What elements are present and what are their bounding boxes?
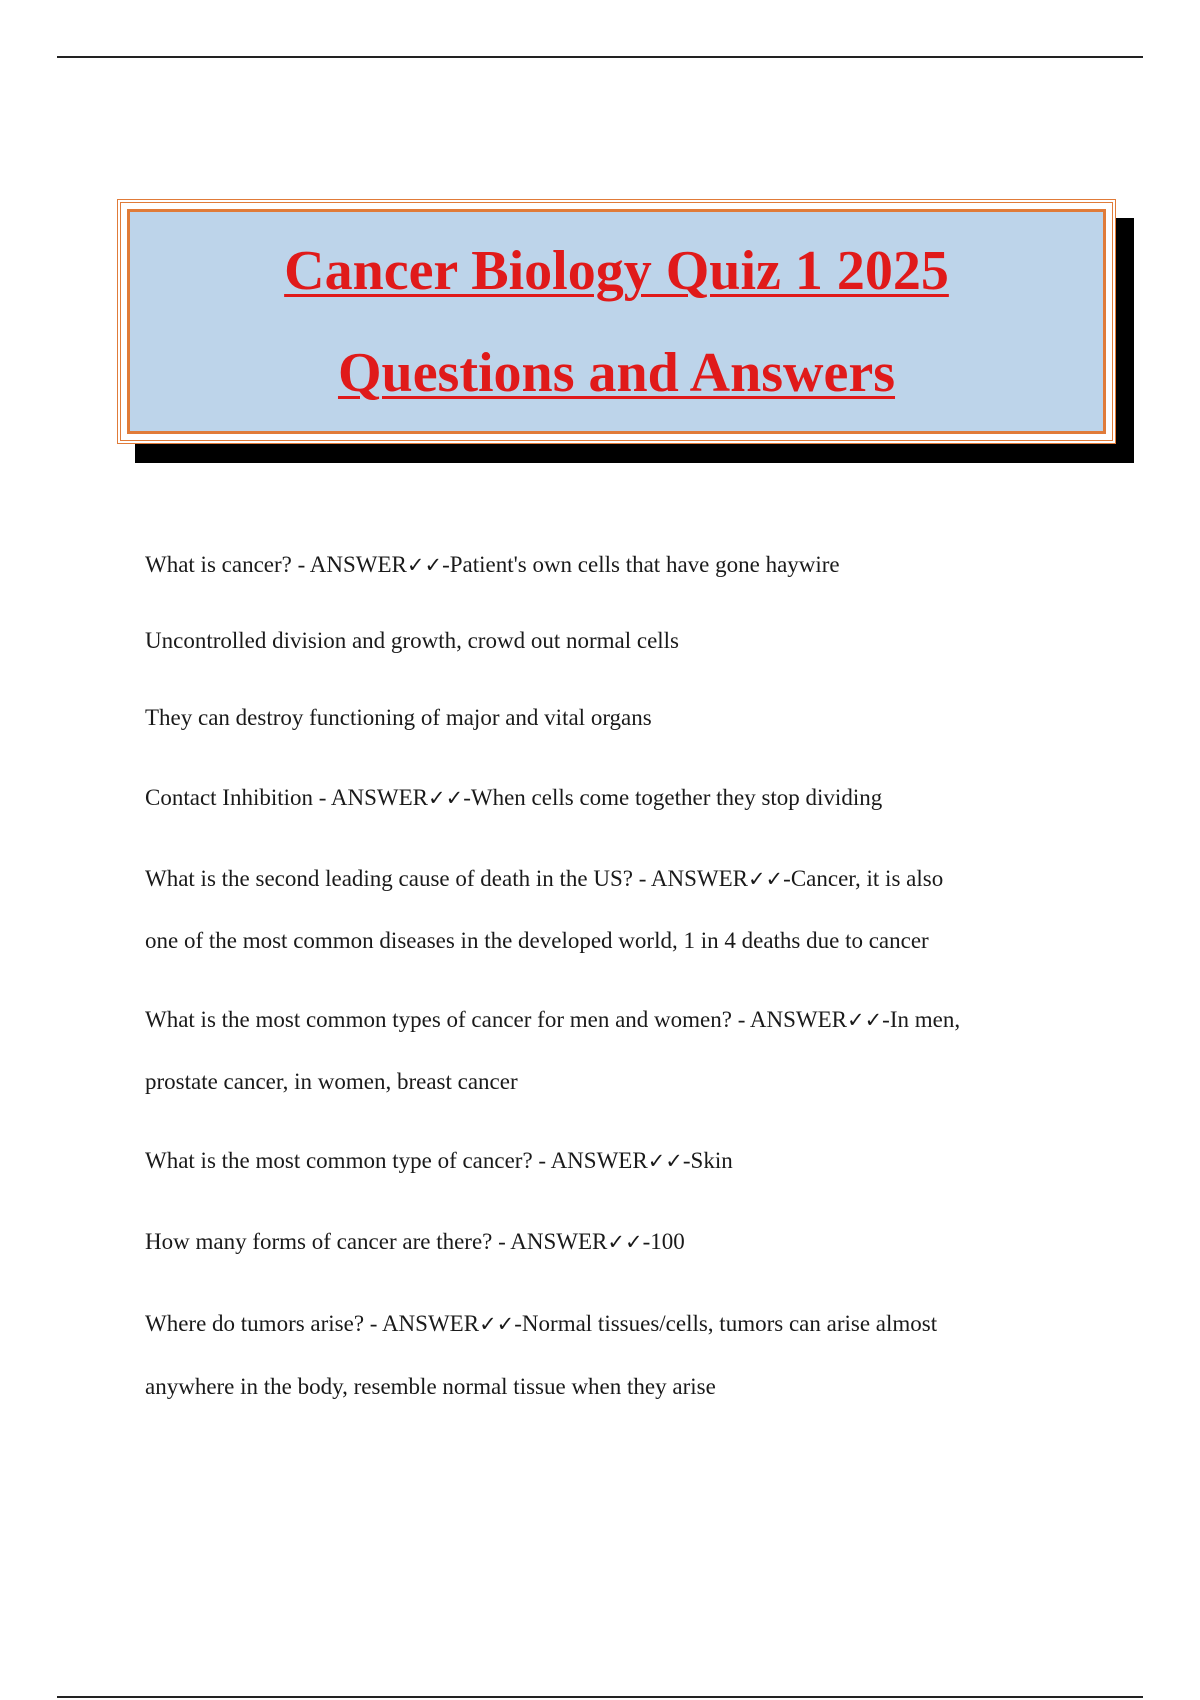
qa-2-line bbox=[145, 785, 882, 811]
checkmark-icon: ✓✓ bbox=[607, 1230, 643, 1254]
question-2: Contact Inhibition - ANSWER bbox=[145, 785, 429, 810]
answer-4: -In men, bbox=[882, 1007, 961, 1032]
qa-1-line bbox=[145, 552, 840, 578]
top-rule bbox=[57, 56, 1143, 58]
question-7: Where do tumors arise? - ANSWER bbox=[145, 1311, 480, 1336]
checkmark-icon: ✓✓ bbox=[406, 553, 443, 577]
qa-1-continuation-1: Uncontrolled division and growth, crowd out normal cells bbox=[145, 628, 680, 653]
checkmark-icon: ✓✓ bbox=[428, 786, 464, 810]
answer-7-continuation: anywhere in the body, resemble normal tissue when they arise bbox=[145, 1374, 716, 1399]
question-4: What is the most common types of cancer for men and women? - ANSWER bbox=[145, 1007, 847, 1032]
title-box-inner bbox=[127, 209, 1106, 434]
question-6: How many forms of cancer are there? - ANSWER bbox=[145, 1229, 608, 1254]
answer-1: -Patient's own cells that have gone haywire bbox=[442, 552, 840, 577]
qa-3-line bbox=[145, 866, 943, 892]
answer-4-continuation: prostate cancer, in women, breast cancer bbox=[145, 1069, 518, 1094]
title-box bbox=[117, 199, 1116, 444]
answer-2: -When cells come together they stop dividing bbox=[463, 785, 883, 810]
document-title-line-1: Cancer Biology Quiz 1 2025 bbox=[284, 239, 949, 302]
question-3: What is the second leading cause of death in the US? - ANSWER bbox=[145, 866, 748, 891]
answer-3-continuation: one of the most common diseases in the developed world, 1 in 4 deaths due to cancer bbox=[145, 928, 929, 953]
checkmark-icon: ✓✓ bbox=[846, 1008, 883, 1032]
qa-7-line bbox=[145, 1311, 937, 1337]
checkmark-icon: ✓✓ bbox=[479, 1312, 515, 1336]
qa-6-line bbox=[145, 1229, 685, 1255]
checkmark-icon: ✓✓ bbox=[747, 867, 784, 891]
answer-6: -100 bbox=[642, 1229, 685, 1254]
qa-4-line bbox=[145, 1007, 960, 1033]
qa-5-line bbox=[145, 1148, 733, 1174]
answer-7: -Normal tissues/cells, tumors can arise almost bbox=[514, 1311, 938, 1336]
question-5: What is the most common type of cancer? - ANSWER bbox=[145, 1148, 648, 1173]
document-title-line-2: Questions and Answers bbox=[337, 341, 896, 404]
bottom-rule bbox=[57, 1696, 1143, 1698]
question-1: What is cancer? - ANSWER bbox=[145, 552, 407, 577]
answer-3: -Cancer, it is also bbox=[783, 866, 944, 891]
checkmark-icon: ✓✓ bbox=[647, 1149, 683, 1173]
answer-5: -Skin bbox=[682, 1148, 733, 1173]
qa-1-continuation-2: They can destroy functioning of major and vital organs bbox=[145, 705, 652, 730]
